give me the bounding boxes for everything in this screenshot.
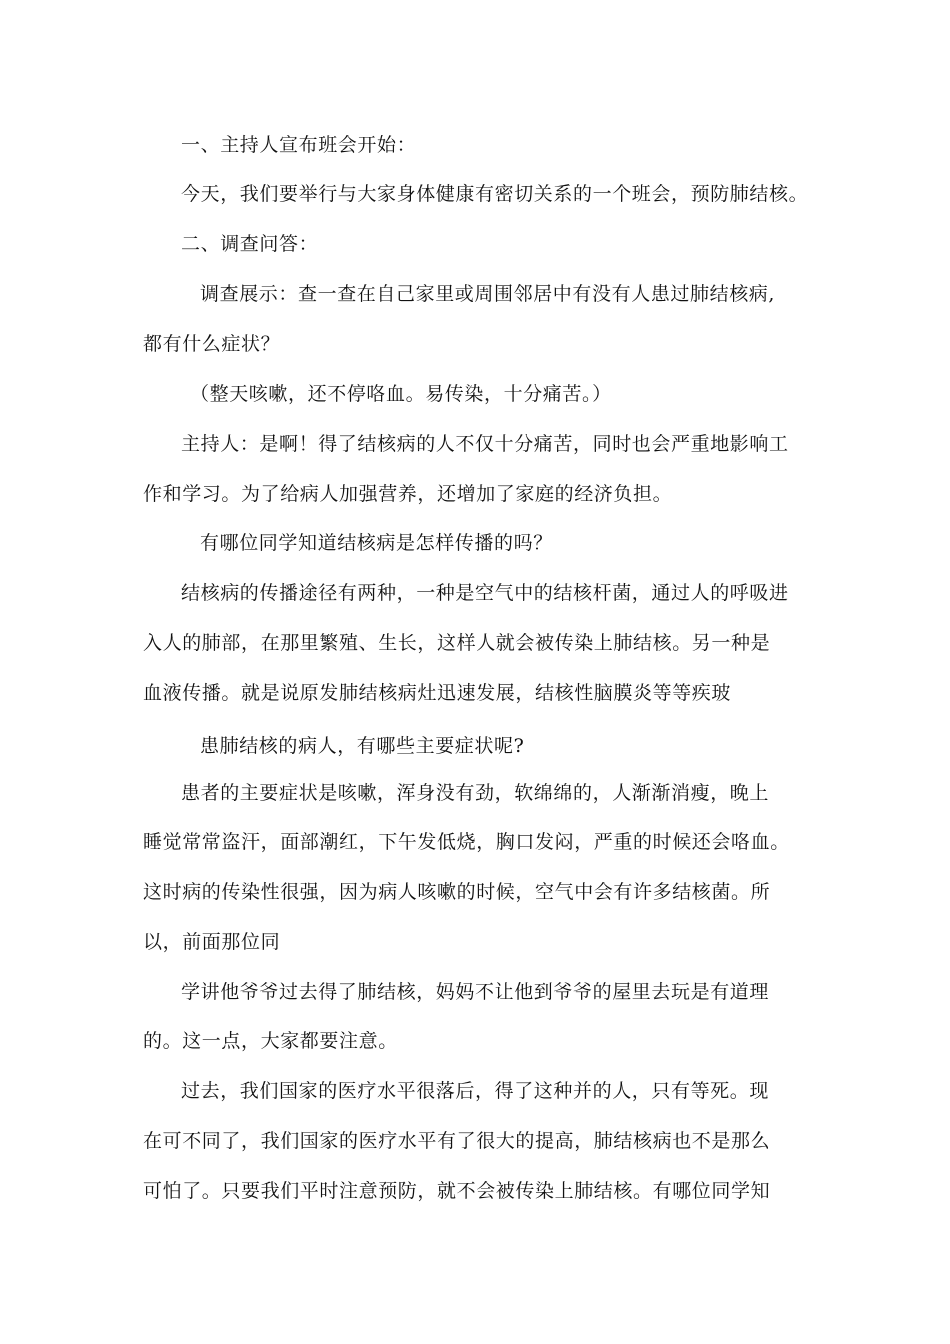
- paragraph-line: 结核病的传播途径有两种，一种是空气中的结核杆菌，通过人的呼吸进: [181, 582, 789, 604]
- heading-survey-qa: 二、调查问答：: [181, 233, 319, 255]
- paragraph-line: 今天，我们要举行与大家身体健康有密切关系的一个班会，预防肺结核。: [181, 183, 809, 205]
- paragraph-line: 可怕了。只要我们平时注意预防，就不会被传染上肺结核。有哪位同学知: [143, 1180, 771, 1202]
- paragraph-line: 学讲他爷爷过去得了肺结核，妈妈不让他到爷爷的屋里去玩是有道理: [181, 981, 770, 1003]
- paragraph-line: 有哪位同学知道结核病是怎样传播的吗？: [200, 532, 553, 554]
- paragraph-line: 这时病的传染性很强，因为病人咳嗽的时候，空气中会有许多结核菌。所: [143, 881, 771, 903]
- paragraph-line: 主持人：是啊！得了结核病的人不仅十分痛苦，同时也会严重地影响工: [181, 433, 789, 455]
- paragraph-line: 作和学习。为了给病人加强营养，还增加了家庭的经济负担。: [143, 483, 673, 505]
- paragraph-line: 患者的主要症状是咳嗽，浑身没有劲，软绵绵的，人渐渐消瘦，晚上: [181, 782, 770, 804]
- paragraph-line: 血液传播。就是说原发肺结核病灶迅速发展，结核性脑膜炎等等疾玻: [143, 682, 732, 704]
- paragraph-line: 在可不同了，我们国家的医疗水平有了很大的提高，肺结核病也不是那么: [143, 1130, 771, 1152]
- paragraph-line: 过去，我们国家的医疗水平很落后，得了这种并的人，只有等死。现: [181, 1080, 770, 1102]
- paragraph-line: 的。这一点，大家都要注意。: [143, 1030, 398, 1052]
- heading-host-announces: 一、主持人宣布班会开始：: [181, 134, 417, 156]
- paragraph-line: 以，前面那位同: [143, 931, 281, 953]
- paragraph-line: 调查展示：查一查在自己家里或周围邻居中有没有人患过肺结核病,: [200, 283, 776, 305]
- paragraph-line: 入人的肺部，在那里繁殖、生长，这样人就会被传染上肺结核。另一种是: [143, 632, 771, 654]
- paragraph-line: 睡觉常常盗汗，面部潮红，下午发低烧，胸口发闷，严重的时候还会咯血。: [143, 831, 790, 853]
- paragraph-line: 都有什么症状？: [143, 333, 281, 355]
- paragraph-line: 患肺结核的病人，有哪些主要症状呢?: [200, 735, 525, 757]
- paragraph-line: （整天咳嗽，还不停咯血。易传染，十分痛苦。）: [190, 383, 612, 405]
